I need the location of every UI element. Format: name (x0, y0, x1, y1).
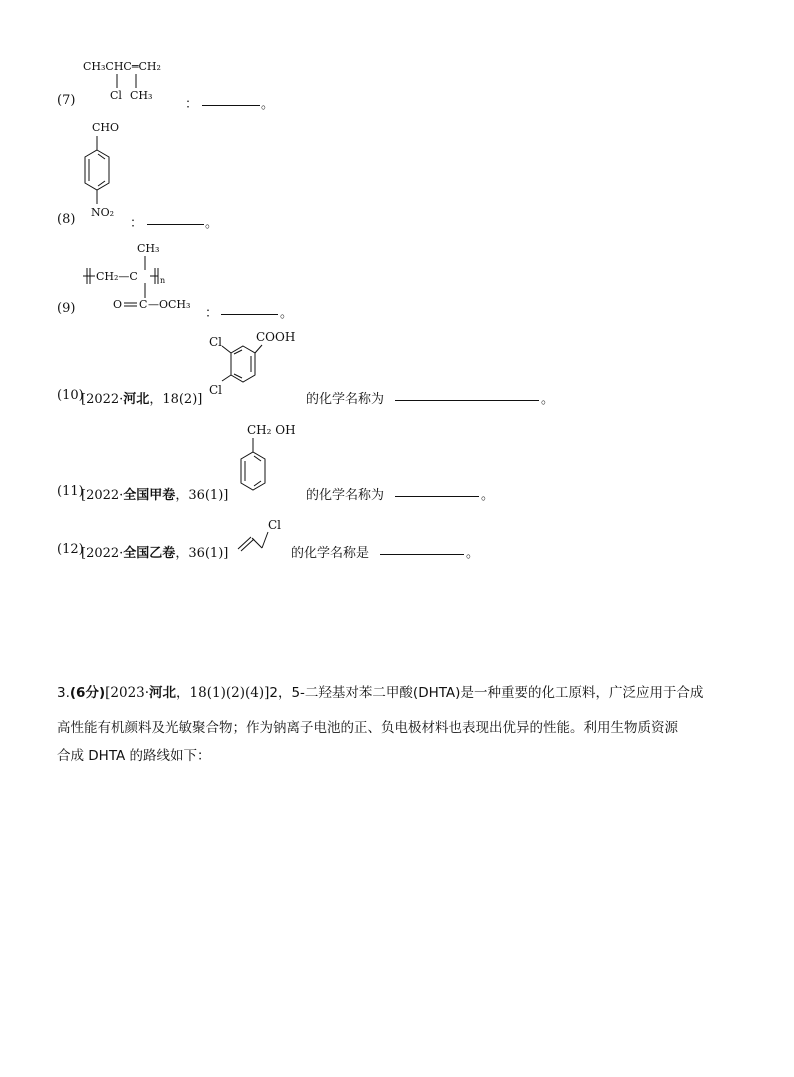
question-3-line-3: 合成 DHTA 的路线如下： (57, 748, 211, 764)
item-12-source (81, 542, 228, 561)
struct-11-ch2oh: CH₂ OH (247, 423, 296, 437)
item-10-source-ref: ，18(2)] (149, 392, 203, 407)
struct-7-cl: Cl (110, 89, 122, 102)
struct-12-cl: Cl (268, 518, 282, 532)
struct-10-cl-top: Cl (209, 335, 223, 349)
item-11-answer-blank[interactable] (395, 484, 479, 497)
struct-9-chain: CH₂—C (96, 270, 138, 283)
item-12-number: (12) (57, 542, 84, 557)
question-3-text-line-1: 2，5-二羟基对苯二甲酸(DHTA)是一种重要的化工原料，广泛应用于合成 (269, 685, 704, 701)
struct-7-top: CH₃CHC═CH₂ (83, 60, 161, 73)
item-11-number: (11) (57, 484, 84, 499)
struct-8-no2: NO₂ (91, 206, 115, 219)
question-3-source-open: [2023· (105, 685, 150, 701)
item-7-colon: ： (185, 97, 199, 112)
item-12-source-region: 全国乙卷 (123, 546, 176, 561)
struct-12-allyl-chain (0, 0, 300, 560)
question-3-line-2: 高性能有机颜料及光敏聚合物；作为钠离子电池的正、负电极材料也表现出优异的性能。利用生物质资源 (57, 720, 678, 736)
item-11-source-open: [2022· (81, 488, 124, 503)
item-7-number: (7) (57, 93, 76, 108)
question-3-line-1 (57, 681, 703, 701)
struct-9-och3: —OCH₃ (148, 298, 191, 311)
item-11-source-ref: ，36(1)] (175, 488, 229, 503)
question-3-score: (6分) (69, 685, 106, 701)
item-9-colon: ： (205, 306, 219, 321)
item-10-number: (10) (57, 388, 84, 403)
item-10-source-region: 河北 (123, 392, 150, 407)
item-12-source-open: [2022· (81, 546, 124, 561)
question-3-source-region: 河北 (149, 685, 177, 701)
question-3-source-ref: ，18(1)(2)(4)] (176, 685, 270, 701)
item-11-question-text: 的化学名称为 (306, 488, 385, 503)
struct-7-ch3: CH₃ (130, 89, 153, 102)
item-10-answer-blank[interactable] (395, 388, 539, 401)
item-7-period: 。 (261, 97, 275, 112)
struct-9-ester-c: C (139, 298, 148, 311)
item-9-number: (9) (57, 301, 76, 316)
item-12-question-text: 的化学名称是 (291, 546, 370, 561)
item-10-period: 。 (541, 392, 555, 407)
item-9-period: 。 (280, 306, 294, 321)
question-3 (57, 681, 703, 764)
item-10-source-open: [2022· (81, 392, 124, 407)
item-12-answer-blank[interactable] (380, 542, 464, 555)
item-10-question-text: 的化学名称为 (306, 392, 385, 407)
item-12-period: 。 (466, 546, 480, 561)
item-8-colon: ： (130, 216, 144, 231)
struct-9-n: n (160, 276, 166, 285)
struct-10-cl-bottom: Cl (209, 383, 223, 397)
item-12-source-ref: ，36(1)] (175, 546, 229, 561)
struct-9-ch3: CH₃ (137, 242, 160, 255)
struct-8-cho: CHO (92, 121, 120, 134)
item-11-source-region: 全国甲卷 (123, 488, 176, 503)
struct-10-cooh: COOH (256, 330, 296, 344)
item-8-period: 。 (205, 216, 219, 231)
item-11-period: 。 (481, 488, 495, 503)
question-3-number: 3. (57, 685, 70, 701)
item-8-number: (8) (57, 212, 76, 227)
struct-9-ester-o: O (113, 298, 123, 311)
